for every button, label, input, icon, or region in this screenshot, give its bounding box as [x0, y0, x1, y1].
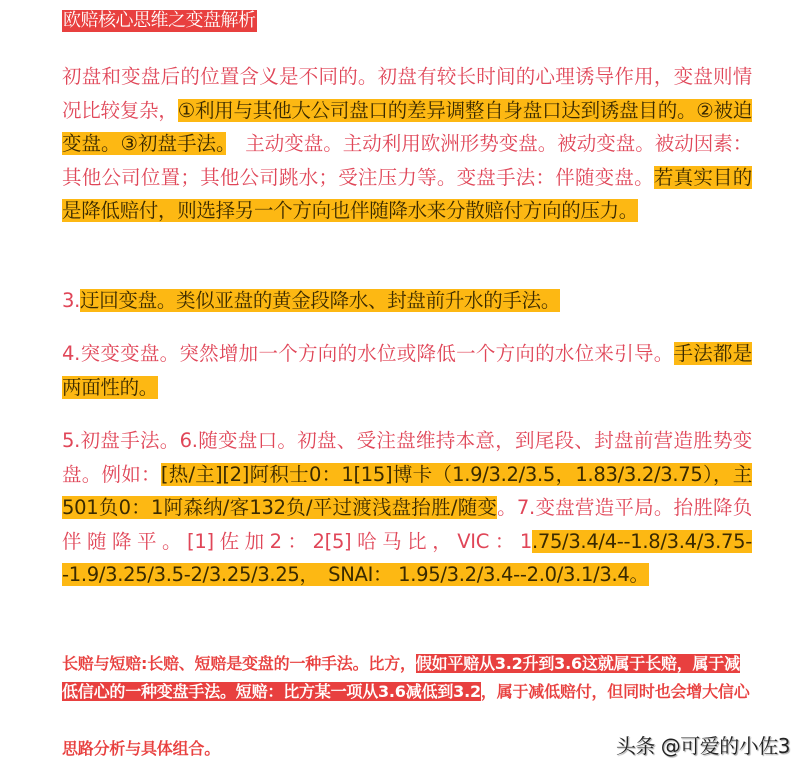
- paragraph-change-types: [62, 60, 752, 228]
- highlighted-segment: ①利用与其他大公司盘口的差异调整自身盘口达到诱盘目的。②被迫变盘。③初盘手法。: [62, 98, 752, 155]
- text-segment: 长赔与短赔:长赔、短赔是变盘的一种手法。比方，: [62, 654, 416, 673]
- text-segment: 主动变盘。主动利用欧洲形势变盘。被动变盘。被动因素：其他公司位置；其他公司跳水；受注压力等。变盘手法：伴随变盘。: [62, 132, 752, 189]
- paragraph-long-short-odds: [62, 650, 752, 706]
- watermark: 头条 @可爱的小佐3: [615, 734, 790, 758]
- highlighted-segment: 手法都是两面性的。: [62, 342, 752, 399]
- paragraph-indirect-change: [62, 284, 752, 318]
- text-segment: 初盘和变盘后的位置含义是不同的。初盘有较长时间的心理诱导作用，变盘则情况比较复杂，: [62, 65, 752, 122]
- article-title-wrap: [62, 10, 257, 32]
- text-segment: 4.突变变盘。突然增加一个方向的水位或降低一个方向的水位来引导。: [62, 342, 674, 365]
- text-segment: 。7.变盘营造平局。抬胜降负伴随降平。[1]佐加2：2[5]哈马比，VIC：1: [62, 496, 752, 553]
- paragraph-analysis: 思路分析与具体组合。: [62, 739, 221, 758]
- highlighted-segment: .75/3.4/4--1.8/3.4/3.75--1.9/3.25/3.5-2/3.25/3.25， SNAI： 1.95/3.2/3.4--2.0/3.1/3.4。: [62, 529, 752, 586]
- article-title: 欧赔核心思维之变盘解析: [63, 10, 256, 31]
- paragraph-sudden-change: [62, 337, 752, 404]
- text-segment: 3.: [62, 289, 81, 312]
- highlighted-segment: 假如平赔从3.2升到3.6这就属于长赔，属于减低信心的一种变盘手法。短赔：比方某一项从3.6减低到3.2: [62, 654, 740, 701]
- highlighted-segment: 若真实目的是降低赔付，则选择另一个方向也伴随降水来分散赔付方向的压力。: [62, 165, 752, 222]
- text-segment: 5.初盘手法。6.随变盘口。初盘、受注盘维持本意，到尾段、封盘前营造胜势变盘。例如：: [62, 429, 752, 486]
- text-segment: ，属于减低赔付，但同时也会增大信心: [480, 682, 750, 701]
- highlighted-segment: 迂回变盘。类似亚盘的黄金段降水、封盘前升水的手法。: [80, 289, 561, 312]
- highlighted-segment: [热/主][2]阿积士0：1[15]博卡（1.9/3.2/3.5，1.83/3.2/3.75），主501负0：1阿森纳/客132负/平过渡浅盘抬胜/随变: [62, 462, 752, 519]
- paragraph-opening-methods: [62, 424, 752, 592]
